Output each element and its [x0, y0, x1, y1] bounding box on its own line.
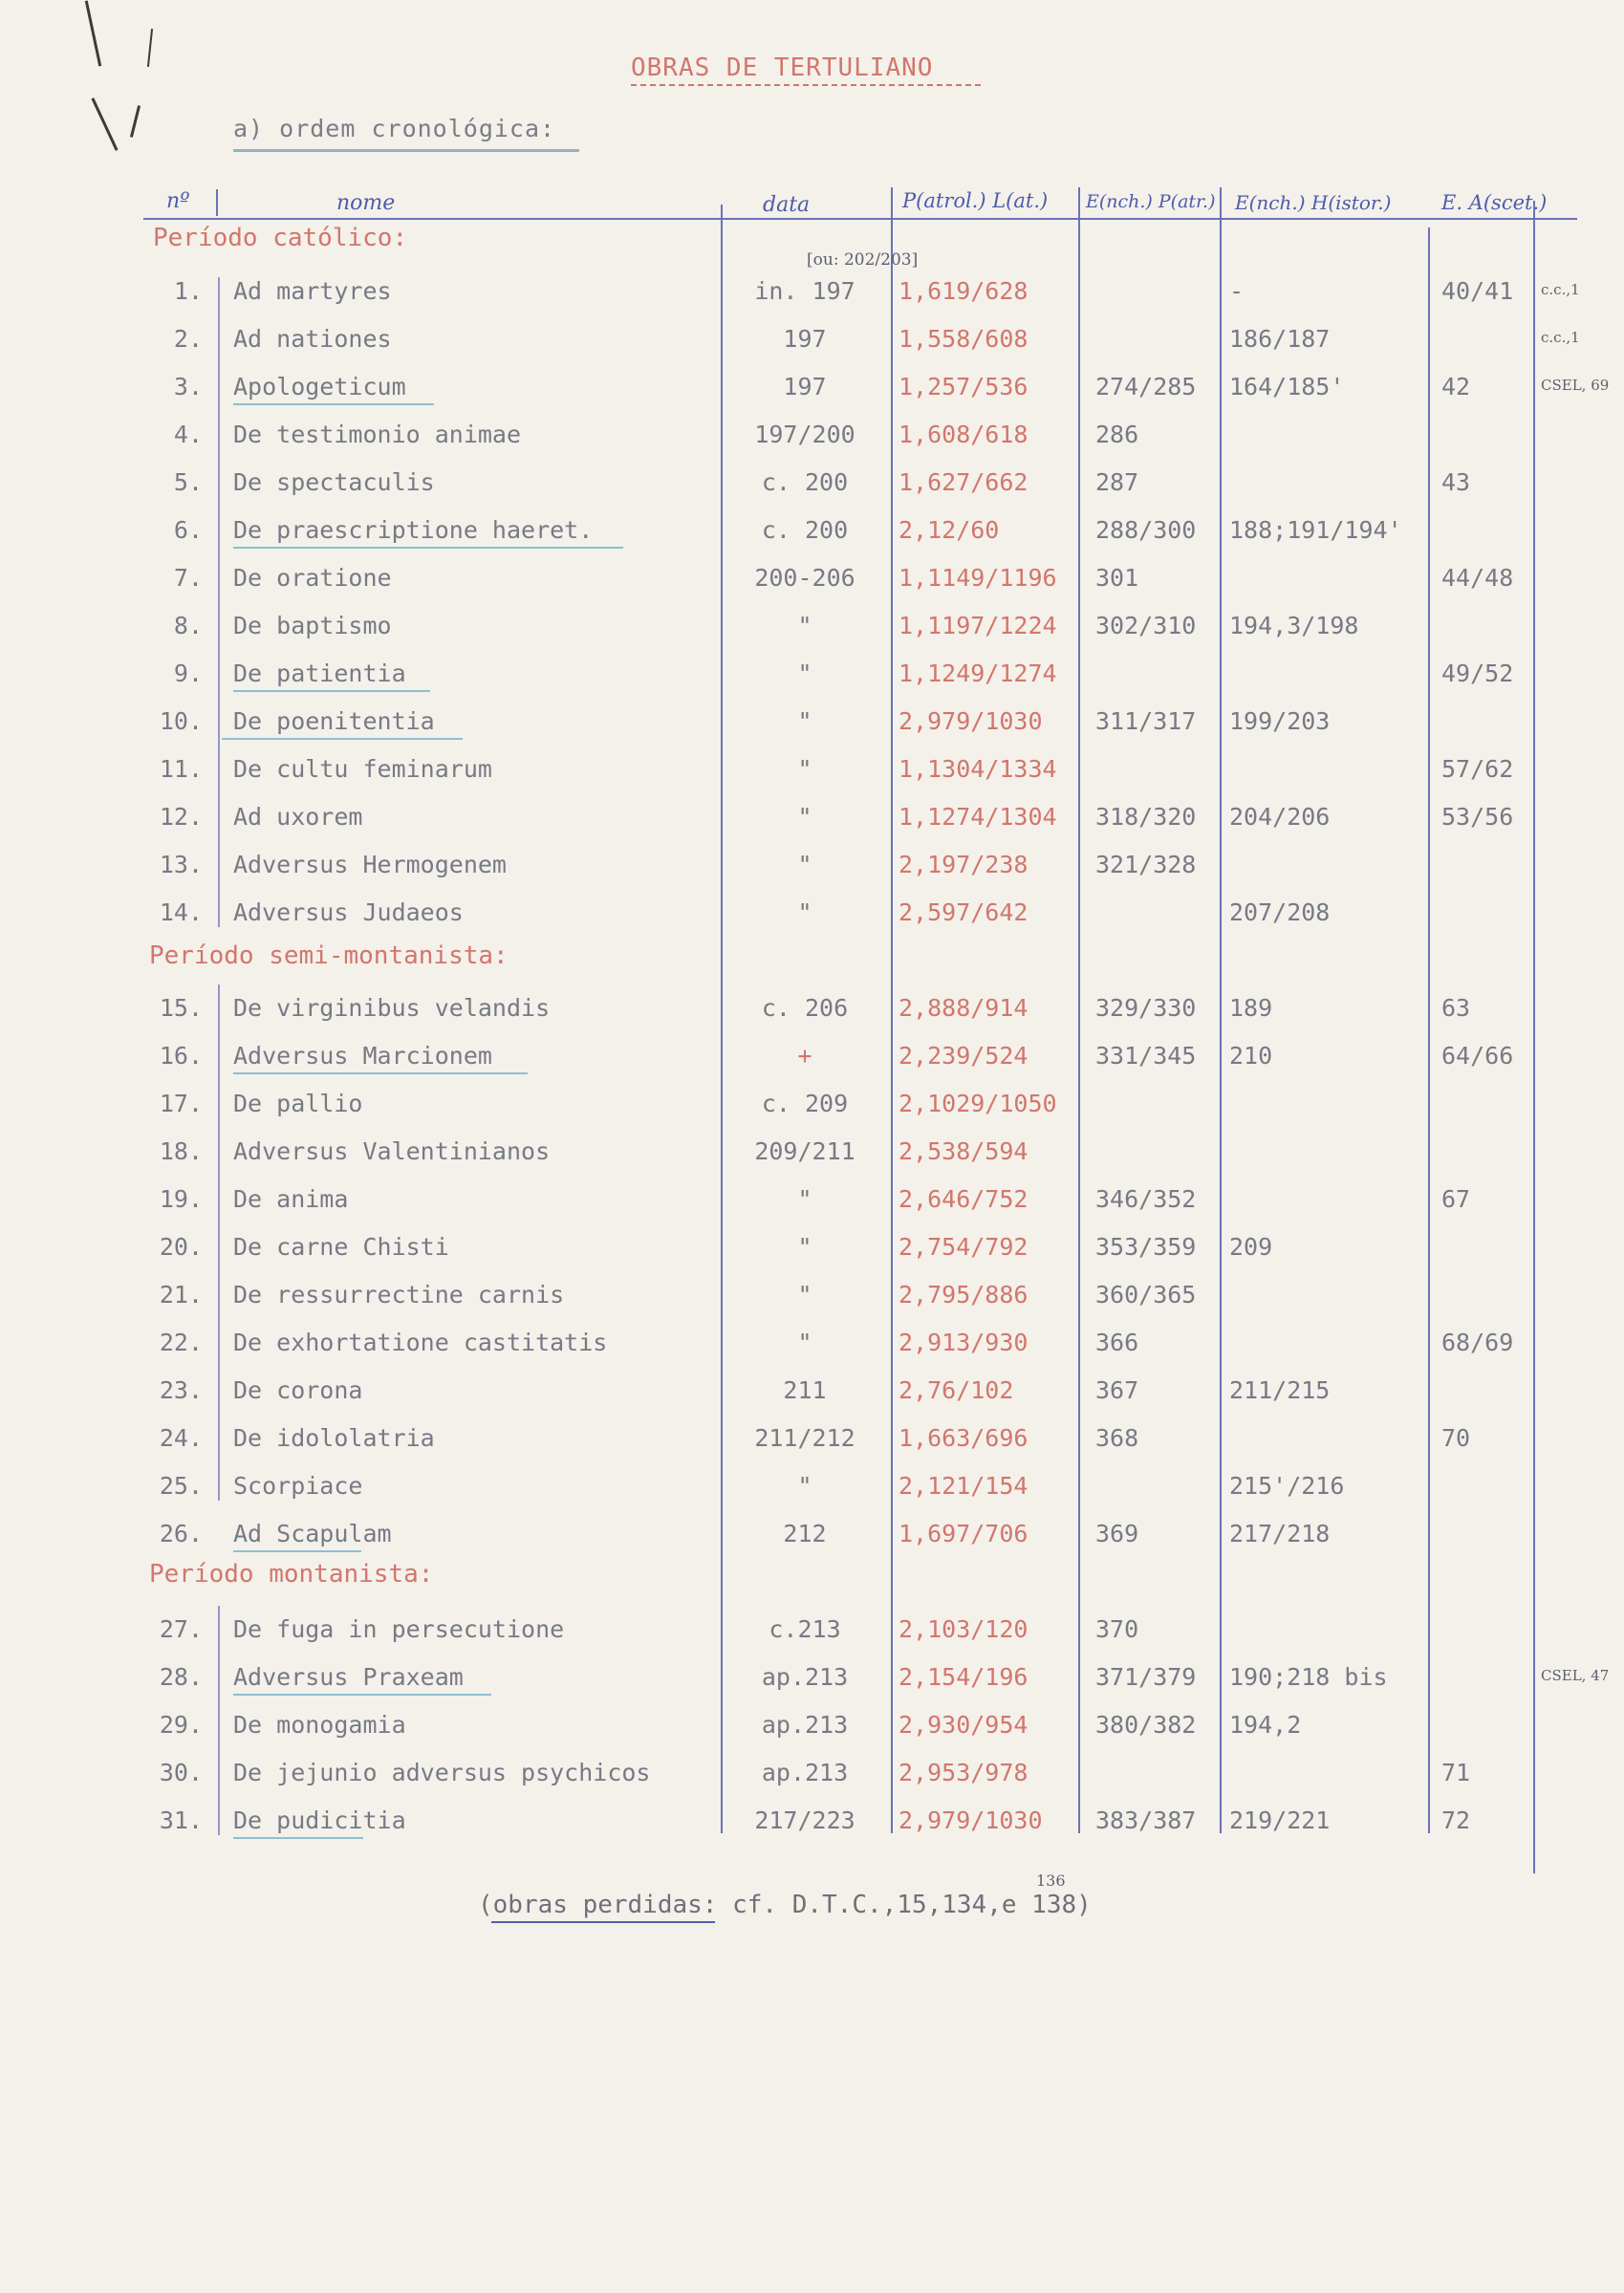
- pen-mark: [85, 0, 101, 66]
- row-name-underline: [222, 738, 463, 740]
- row-ea: 42: [1441, 373, 1471, 400]
- row-name: De corona: [233, 1376, 363, 1404]
- row-date: 209/211: [754, 1137, 855, 1165]
- row-name: De patientia: [233, 660, 406, 687]
- column-rule: [891, 187, 893, 1833]
- header-name: nome: [336, 191, 396, 215]
- row-n: 6.: [173, 516, 203, 544]
- row-ep: 274/285: [1095, 373, 1197, 400]
- row-ep: 311/317: [1095, 707, 1197, 735]
- footer-underline: [491, 1921, 715, 1923]
- row-n: 12.: [159, 803, 203, 831]
- row-date: ap.213: [761, 1759, 849, 1786]
- row-n: 26.: [159, 1520, 203, 1547]
- row-eh: 207/208: [1229, 898, 1331, 926]
- row-n: 18.: [159, 1137, 203, 1165]
- footer-insert-note: 136: [1036, 1871, 1066, 1890]
- row-eh: 204/206: [1229, 803, 1331, 831]
- row-name: De cultu feminarum: [233, 755, 492, 783]
- row-n: 24.: [159, 1424, 203, 1452]
- row-name: De pudicitia: [233, 1806, 406, 1834]
- row-pl: 1,627/662: [899, 468, 1029, 496]
- row-date: 211/212: [754, 1424, 855, 1452]
- row-ep: 301: [1095, 564, 1139, 592]
- row-name: Adversus Judaeos: [233, 898, 464, 926]
- row-date: c. 206: [761, 994, 849, 1022]
- row-date: ": [797, 660, 812, 687]
- subtitle-underline: [233, 149, 579, 152]
- row-date: c.213: [769, 1615, 841, 1643]
- row-pl: 2,197/238: [899, 851, 1029, 878]
- row-ep: 369: [1095, 1520, 1139, 1547]
- row-ea: 70: [1441, 1424, 1471, 1452]
- header-pl: P(atrol.) L(at.): [902, 189, 1049, 212]
- row-n: 7.: [173, 564, 203, 592]
- row-n: 10.: [159, 707, 203, 735]
- row-ep: 288/300: [1095, 516, 1197, 544]
- row-ep: 331/345: [1095, 1042, 1197, 1070]
- row-pl: 2,888/914: [899, 994, 1029, 1022]
- row-name: De idololatria: [233, 1424, 435, 1452]
- row-date: 197: [783, 373, 827, 400]
- row-eh: 210: [1229, 1042, 1273, 1070]
- row-ea: 67: [1441, 1185, 1471, 1213]
- row-pl: 2,597/642: [899, 898, 1029, 926]
- header-date: data: [763, 193, 811, 217]
- row-pl: 1,1149/1196: [899, 564, 1057, 592]
- row-date: 197/200: [754, 421, 855, 448]
- row-ea: 53/56: [1441, 803, 1514, 831]
- row-date: ap.213: [761, 1711, 849, 1739]
- row-n: 19.: [159, 1185, 203, 1213]
- row-ea: 49/52: [1441, 660, 1514, 687]
- row-eh: 186/187: [1229, 325, 1331, 353]
- row-ep: 383/387: [1095, 1806, 1197, 1834]
- row-n: 20.: [159, 1233, 203, 1261]
- row-ep: 360/365: [1095, 1281, 1197, 1309]
- row-n: 29.: [159, 1711, 203, 1739]
- row-eh: 217/218: [1229, 1520, 1331, 1547]
- row-n: 28.: [159, 1663, 203, 1691]
- row-date: ": [797, 612, 812, 639]
- row-date: ": [797, 803, 812, 831]
- row-pl: 2,538/594: [899, 1137, 1029, 1165]
- row-pl: 2,12/60: [899, 516, 1000, 544]
- row-pl: 1,663/696: [899, 1424, 1029, 1452]
- row-name-underline: [233, 403, 434, 405]
- header-rule: [143, 218, 1577, 220]
- row-name: De poenitentia: [233, 707, 435, 735]
- row-n: 16.: [159, 1042, 203, 1070]
- row-name: De jejunio adversus psychicos: [233, 1759, 651, 1786]
- row-name: De exhortatione castitatis: [233, 1329, 608, 1356]
- section-catholic: Período católico:: [153, 224, 408, 252]
- row-ep: 286: [1095, 421, 1139, 448]
- footer-note: (obras perdidas: cf. D.T.C.,15,134,e 138): [478, 1891, 1092, 1919]
- row-pl: 1,1197/1224: [899, 612, 1057, 639]
- row-name: Scorpiace: [233, 1472, 363, 1500]
- header-num: nº: [166, 189, 190, 213]
- row-name: De fuga in persecutione: [233, 1615, 565, 1643]
- row-name: De monogamia: [233, 1711, 406, 1739]
- row-pl: 1,608/618: [899, 421, 1029, 448]
- row-ea: 63: [1441, 994, 1471, 1022]
- row-date: ": [797, 851, 812, 878]
- section-semi-montanist: Período semi-montanista:: [149, 941, 509, 970]
- row-extra-note: c.c.,1: [1541, 329, 1580, 346]
- row-eh: -: [1229, 277, 1245, 305]
- row-n: 23.: [159, 1376, 203, 1404]
- row-eh: 164/185': [1229, 373, 1345, 400]
- row-ep: 371/379: [1095, 1663, 1197, 1691]
- row-name: Apologeticum: [233, 373, 406, 400]
- row-pl: 2,795/886: [899, 1281, 1029, 1309]
- row-n: 13.: [159, 851, 203, 878]
- row-n: 14.: [159, 898, 203, 926]
- row-ep: 287: [1095, 468, 1139, 496]
- row-date: ap.213: [761, 1663, 849, 1691]
- row-ea: 71: [1441, 1759, 1471, 1786]
- row-name-underline: [233, 547, 623, 549]
- row-date: 200-206: [754, 564, 855, 592]
- row-pl: 2,953/978: [899, 1759, 1029, 1786]
- row-name: De oratione: [233, 564, 392, 592]
- row-pl: 2,154/196: [899, 1663, 1029, 1691]
- column-rule: [1078, 187, 1080, 1833]
- row-pl: 1,1249/1274: [899, 660, 1057, 687]
- row-eh: 188;191/194': [1229, 516, 1402, 544]
- row-date: ": [797, 898, 812, 926]
- subtitle: a) ordem cronológica:: [233, 115, 556, 142]
- date-margin-note: [ou: 202/203]: [807, 250, 919, 270]
- row-name: De baptismo: [233, 612, 392, 639]
- header-ep: E(nch.) P(atr.): [1086, 191, 1216, 212]
- row-pl: 1,1274/1304: [899, 803, 1057, 831]
- row-n: 5.: [173, 468, 203, 496]
- row-name: Adversus Valentinianos: [233, 1137, 551, 1165]
- row-name: Ad nationes: [233, 325, 392, 353]
- row-date: c. 200: [761, 468, 849, 496]
- row-n: 1.: [173, 277, 203, 305]
- row-date: ": [797, 1185, 812, 1213]
- row-date: ": [797, 707, 812, 735]
- row-eh: 215'/216: [1229, 1472, 1345, 1500]
- row-eh: 190;218 bis: [1229, 1663, 1388, 1691]
- column-rule: [218, 984, 220, 1501]
- row-ep: 370: [1095, 1615, 1139, 1643]
- row-ep: 346/352: [1095, 1185, 1197, 1213]
- row-ea: 68/69: [1441, 1329, 1514, 1356]
- row-name: De spectaculis: [233, 468, 435, 496]
- column-rule: [218, 1606, 220, 1835]
- row-pl: 2,930/954: [899, 1711, 1029, 1739]
- column-rule: [216, 189, 218, 216]
- row-name-underline: [233, 1837, 363, 1839]
- row-n: 30.: [159, 1759, 203, 1786]
- row-n: 4.: [173, 421, 203, 448]
- row-pl: 2,239/524: [899, 1042, 1029, 1070]
- row-ea: 44/48: [1441, 564, 1514, 592]
- row-n: 17.: [159, 1090, 203, 1117]
- row-n: 15.: [159, 994, 203, 1022]
- row-extra-note: CSEL, 47: [1541, 1667, 1610, 1684]
- row-name: De ressurrectine carnis: [233, 1281, 565, 1309]
- row-eh: 199/203: [1229, 707, 1331, 735]
- row-extra-note: CSEL, 69: [1541, 377, 1610, 394]
- row-n: 2.: [173, 325, 203, 353]
- row-name: Ad Scapulam: [233, 1520, 392, 1547]
- row-pl: 1,257/536: [899, 373, 1029, 400]
- row-ep: 368: [1095, 1424, 1139, 1452]
- column-rule: [1428, 227, 1430, 1833]
- row-date: 197: [783, 325, 827, 353]
- section-montanist: Período montanista:: [149, 1560, 434, 1589]
- row-eh: 219/221: [1229, 1806, 1331, 1834]
- column-rule: [218, 277, 220, 927]
- row-ea: 72: [1441, 1806, 1471, 1834]
- row-pl: 1,697/706: [899, 1520, 1029, 1547]
- pen-mark: [147, 29, 153, 67]
- row-eh: 211/215: [1229, 1376, 1331, 1404]
- row-name: De praescriptione haeret.: [233, 516, 594, 544]
- row-date: +: [797, 1042, 812, 1070]
- row-name-underline: [233, 690, 430, 692]
- row-pl: 1,1304/1334: [899, 755, 1057, 783]
- row-ea: 43: [1441, 468, 1471, 496]
- row-date: 217/223: [754, 1806, 855, 1834]
- row-ep: 321/328: [1095, 851, 1197, 878]
- row-n: 31.: [159, 1806, 203, 1834]
- row-pl: 2,103/120: [899, 1615, 1029, 1643]
- pen-mark: [91, 97, 118, 151]
- row-n: 22.: [159, 1329, 203, 1356]
- row-pl: 2,646/752: [899, 1185, 1029, 1213]
- row-ep: 380/382: [1095, 1711, 1197, 1739]
- row-date: ": [797, 1233, 812, 1261]
- row-date: ": [797, 1329, 812, 1356]
- row-n: 9.: [173, 660, 203, 687]
- row-eh: 194,3/198: [1229, 612, 1359, 639]
- row-pl: 2,121/154: [899, 1472, 1029, 1500]
- header-eh: E(nch.) H(istor.): [1235, 191, 1392, 214]
- row-pl: 2,76/102: [899, 1376, 1014, 1404]
- row-date: in. 197: [754, 277, 855, 305]
- row-date: ": [797, 1472, 812, 1500]
- column-rule: [1533, 201, 1535, 1873]
- row-n: 27.: [159, 1615, 203, 1643]
- row-name: Adversus Marcionem: [233, 1042, 492, 1070]
- row-date: 212: [783, 1520, 827, 1547]
- row-pl: 2,1029/1050: [899, 1090, 1057, 1117]
- row-name: Ad uxorem: [233, 803, 363, 831]
- title-underline: [631, 84, 981, 86]
- row-pl: 2,979/1030: [899, 1806, 1043, 1834]
- row-name: Adversus Hermogenem: [233, 851, 507, 878]
- row-name: De testimonio animae: [233, 421, 522, 448]
- row-name: De anima: [233, 1185, 349, 1213]
- row-ep: 329/330: [1095, 994, 1197, 1022]
- row-n: 3.: [173, 373, 203, 400]
- row-pl: 1,619/628: [899, 277, 1029, 305]
- column-rule: [1220, 187, 1222, 1833]
- row-name: De virginibus velandis: [233, 994, 551, 1022]
- row-date: 211: [783, 1376, 827, 1404]
- row-ep: 366: [1095, 1329, 1139, 1356]
- header-ea: E. A(scet.): [1441, 191, 1548, 214]
- row-n: 21.: [159, 1281, 203, 1309]
- pen-mark: [130, 105, 141, 138]
- row-n: 8.: [173, 612, 203, 639]
- row-n: 11.: [159, 755, 203, 783]
- row-date: c. 209: [761, 1090, 849, 1117]
- row-ep: 353/359: [1095, 1233, 1197, 1261]
- row-name: De carne Chisti: [233, 1233, 449, 1261]
- row-name-underline: [233, 1694, 491, 1696]
- row-ep: 367: [1095, 1376, 1139, 1404]
- row-extra-note: c.c.,1: [1541, 281, 1580, 298]
- row-n: 25.: [159, 1472, 203, 1500]
- row-date: c. 200: [761, 516, 849, 544]
- row-ep: 318/320: [1095, 803, 1197, 831]
- row-pl: 2,979/1030: [899, 707, 1043, 735]
- row-name-underline: [233, 1072, 528, 1074]
- row-name-underline: [233, 1550, 361, 1552]
- row-ea: 40/41: [1441, 277, 1514, 305]
- row-eh: 194,2: [1229, 1711, 1302, 1739]
- row-ep: 302/310: [1095, 612, 1197, 639]
- row-ea: 64/66: [1441, 1042, 1514, 1070]
- row-ea: 57/62: [1441, 755, 1514, 783]
- document-title: OBRAS DE TERTULIANO: [631, 54, 934, 82]
- row-date: ": [797, 1281, 812, 1309]
- row-name: De pallio: [233, 1090, 363, 1117]
- row-pl: 2,913/930: [899, 1329, 1029, 1356]
- row-date: ": [797, 755, 812, 783]
- row-name: Ad martyres: [233, 277, 392, 305]
- row-pl: 1,558/608: [899, 325, 1029, 353]
- row-eh: 209: [1229, 1233, 1273, 1261]
- row-pl: 2,754/792: [899, 1233, 1029, 1261]
- row-name: Adversus Praxeam: [233, 1663, 464, 1691]
- row-eh: 189: [1229, 994, 1273, 1022]
